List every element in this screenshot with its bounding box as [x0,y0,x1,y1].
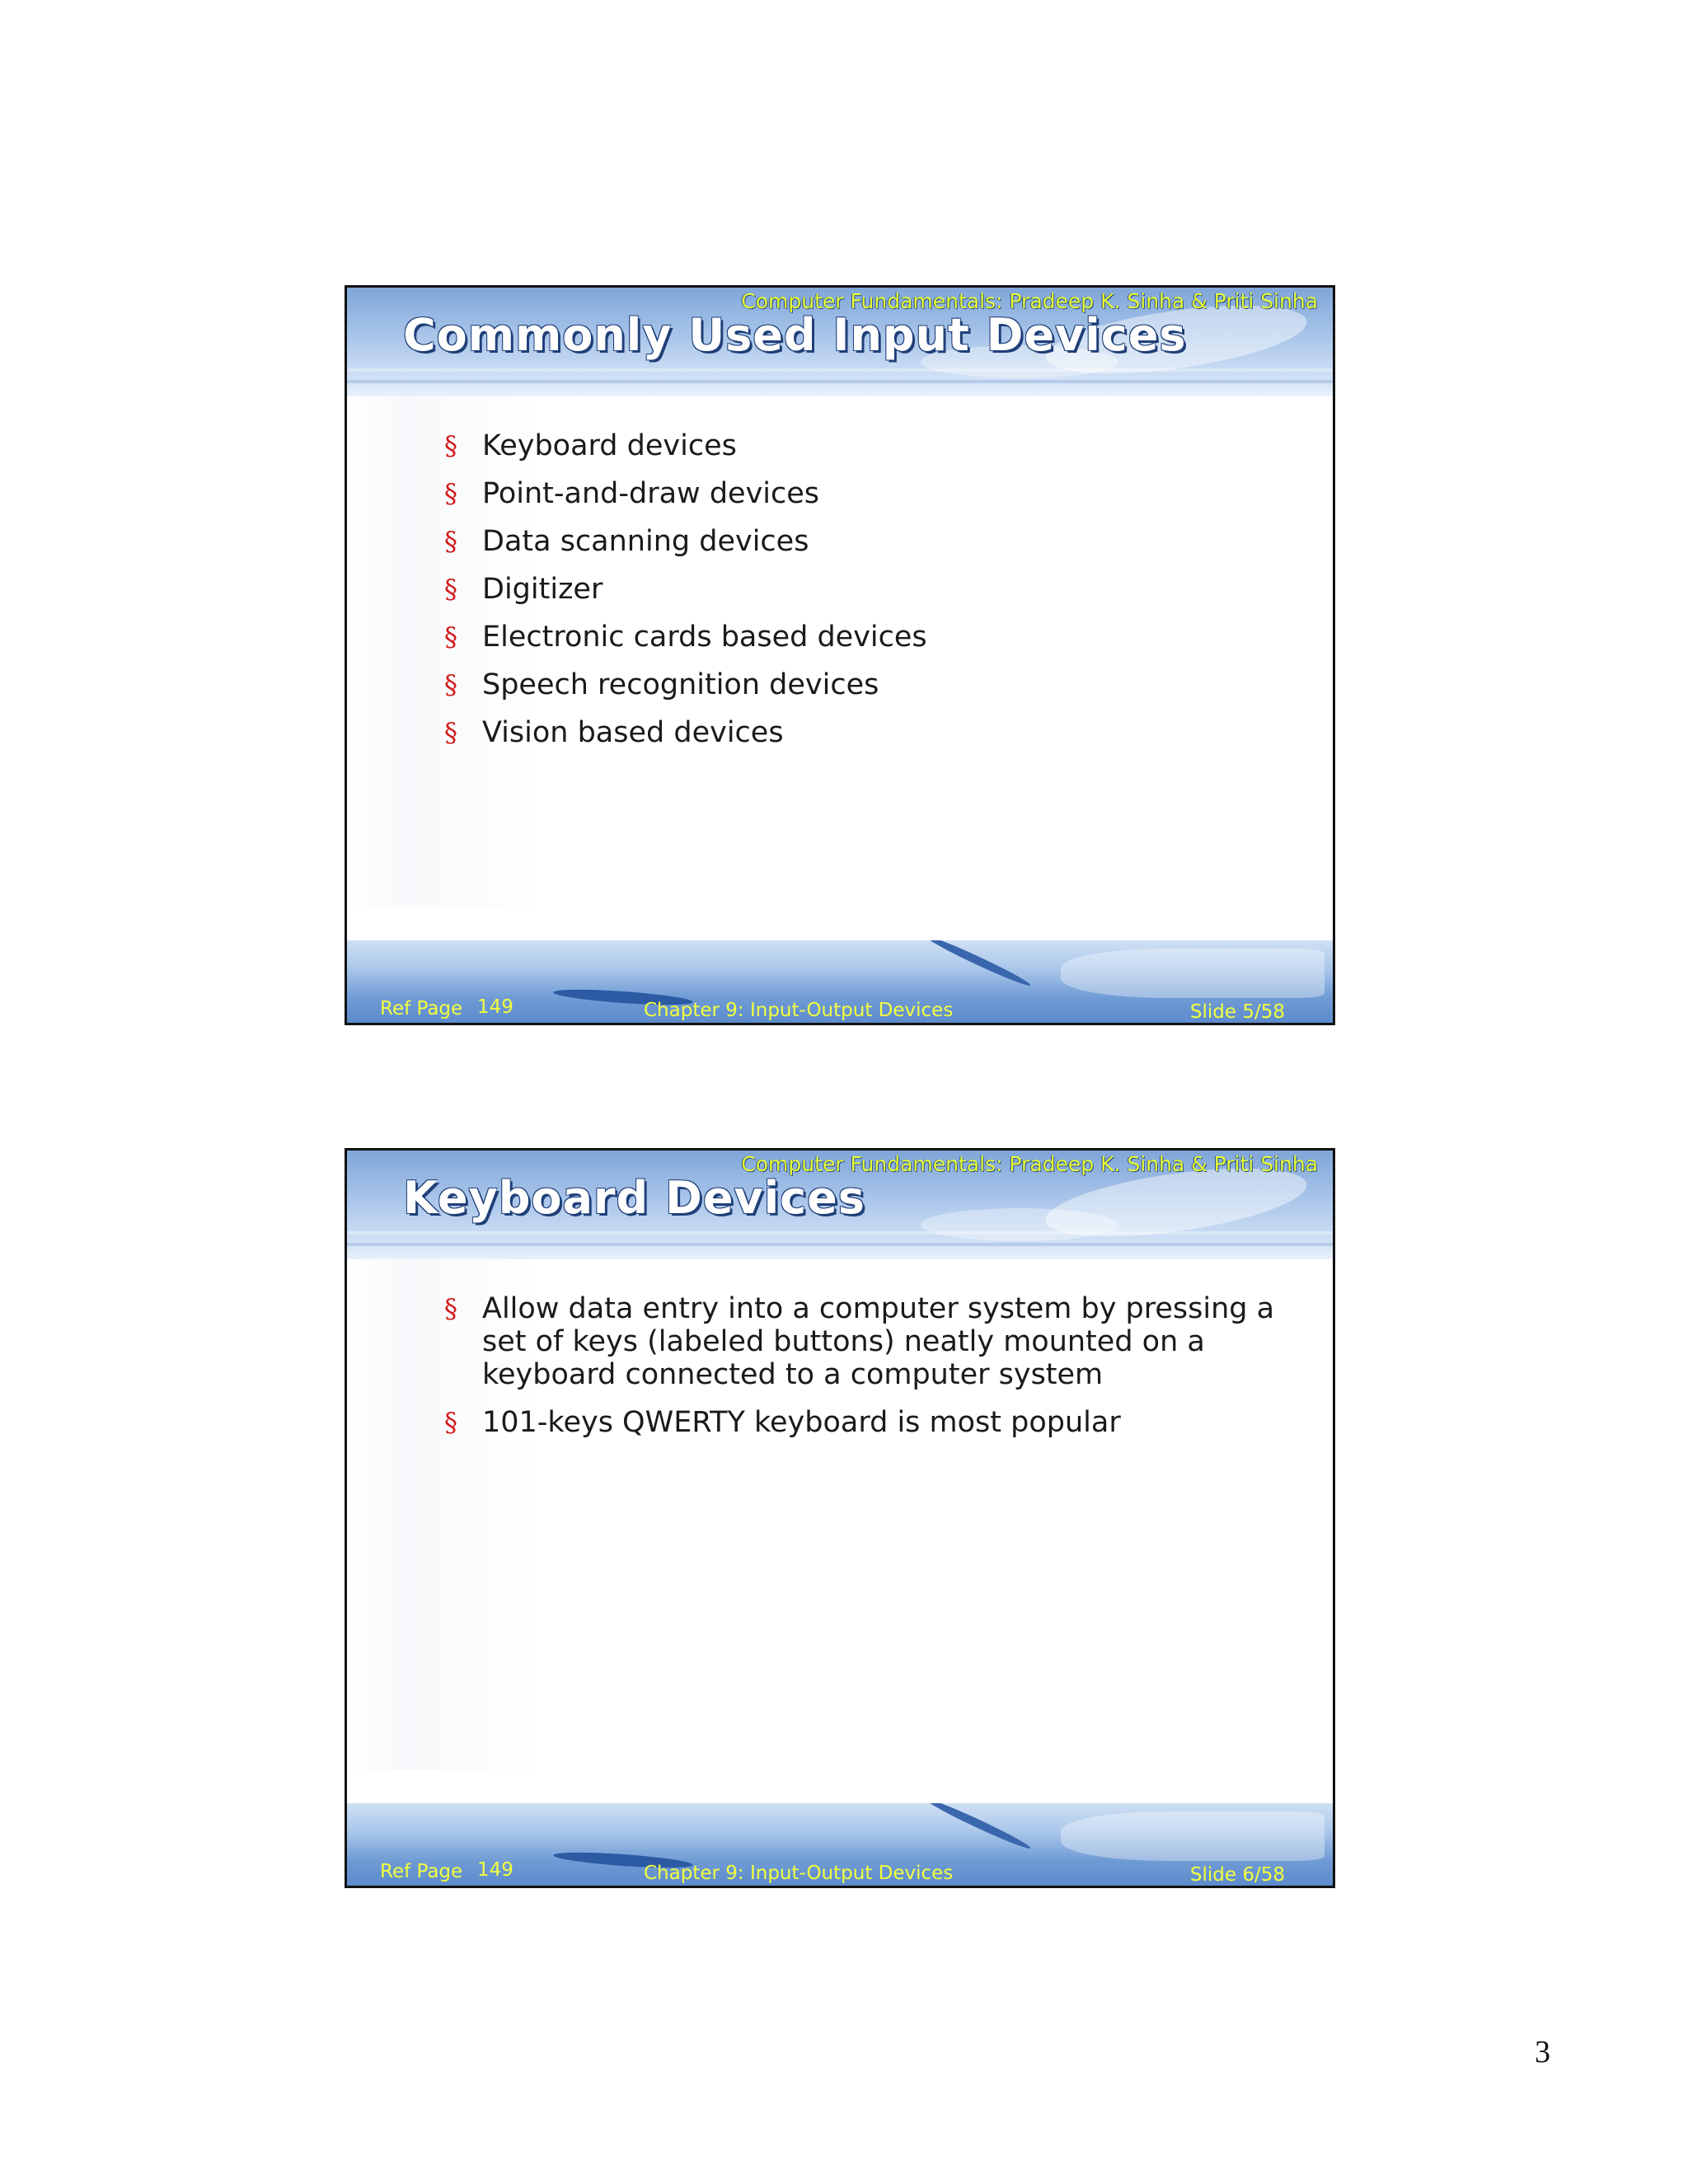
bullet-item [444,716,1285,749]
bullet-list [444,429,1285,764]
section-sign-icon: § [444,478,457,509]
bullet-text: Speech recognition devices [482,668,879,701]
mouse-cable-graphic [924,1803,1032,1852]
ref-page-number: 149 [477,996,513,1018]
header-stripe [347,368,1333,372]
header-stripe [347,1231,1333,1235]
section-sign-icon: § [444,669,457,701]
chapter-label: Chapter 9: Input-Output Devices [644,1863,954,1884]
slide-body [347,1259,1333,1770]
slide-header-band [347,288,1333,396]
bullet-text: Vision based devices [482,716,784,749]
slide-title: Commonly Used Input Devices [403,309,1187,361]
bullet-item [444,525,1285,558]
ref-page-number: 149 [477,1859,513,1881]
section-sign-icon: § [444,526,457,557]
chapter-label: Chapter 9: Input-Output Devices [644,1000,954,1021]
bullet-item [444,477,1285,510]
slide-keyboard-devices [345,1148,1335,1888]
slide-credit: Computer Fundamentals: Pradeep K. Sinha & Priti Sinha [741,1152,1318,1176]
bullet-item [444,429,1285,462]
bullet-text: Keyboard devices [482,429,737,462]
mouse-graphic [921,1208,1118,1241]
slide-number: Slide 6/58 [1189,1864,1285,1886]
header-stripe [347,1243,1333,1246]
section-sign-icon: § [444,621,457,653]
bullet-text: Allow data entry into a computer system by pressing a set of keys (labeled buttons) neatly mounted on a keyboard connected to a computer system [482,1292,1275,1391]
bullet-text: Electronic cards based devices [482,621,927,654]
bullet-item [444,1406,1285,1439]
bullet-list [444,1292,1285,1454]
bullet-text: Digitizer [482,573,603,606]
section-sign-icon: § [444,1407,457,1438]
section-sign-icon: § [444,717,457,748]
section-sign-icon: § [444,1293,457,1324]
bullet-text: 101-keys QWERTY keyboard is most popular [482,1406,1121,1439]
bullet-item [444,621,1285,654]
keyboard-graphic [1061,1811,1325,1861]
bullet-item [444,668,1285,701]
ref-page-label: Ref Page [380,998,463,1019]
slide-title: Keyboard Devices [403,1172,865,1224]
slide-credit: Computer Fundamentals: Pradeep K. Sinha & Priti Sinha [741,289,1318,313]
page-number: 3 [1535,2035,1550,2069]
keyboard-graphic [1061,949,1325,998]
bullet-item [444,1292,1285,1391]
mouse-cable-graphic [924,940,1032,989]
slide-body [347,396,1333,907]
slide-footer-band [347,940,1333,1023]
slide-commonly-used-input-devices [345,285,1335,1025]
bullet-text: Data scanning devices [482,525,809,558]
slide-footer-band [347,1803,1333,1886]
section-sign-icon: § [444,430,457,462]
bullet-text: Point-and-draw devices [482,477,820,510]
slide-header-band [347,1151,1333,1259]
ref-page-label: Ref Page [380,1861,463,1882]
slide-number: Slide 5/58 [1189,1001,1285,1023]
bullet-item [444,573,1285,606]
section-sign-icon: § [444,574,457,605]
header-stripe [347,380,1333,383]
